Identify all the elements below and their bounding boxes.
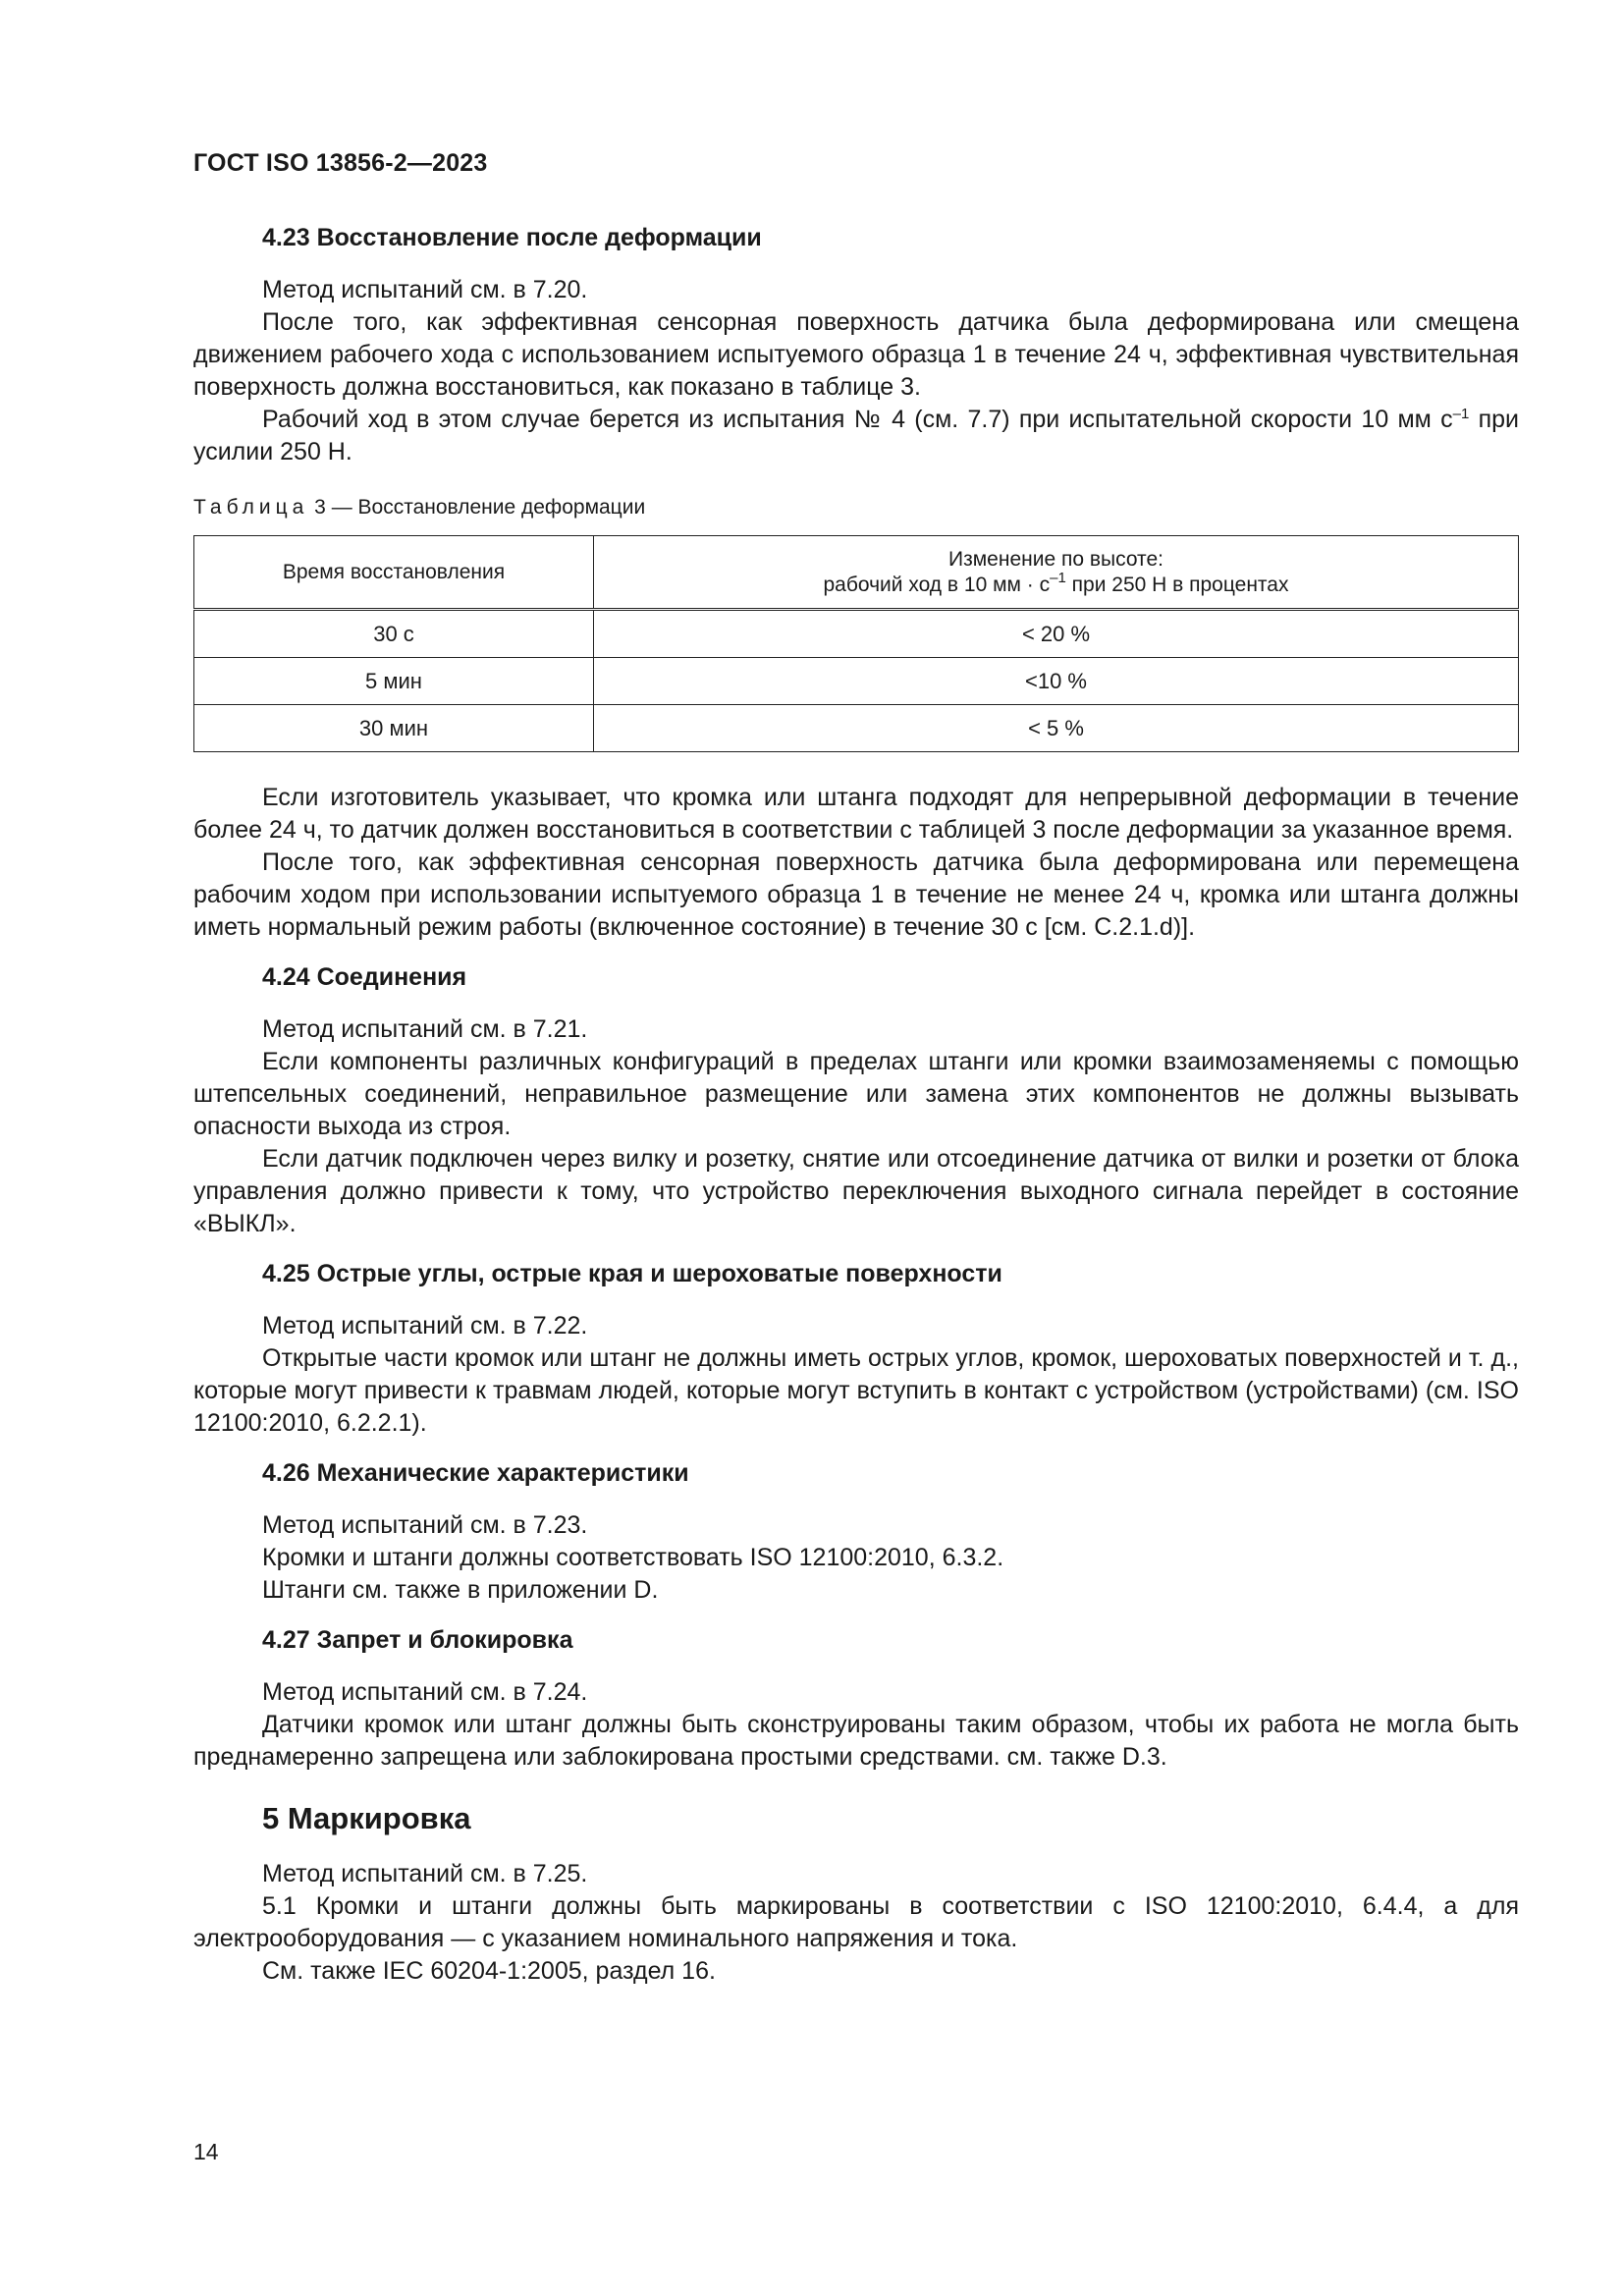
superscript: –1	[1452, 406, 1470, 422]
table-header-row	[194, 536, 1519, 610]
paragraph: Метод испытаний см. в 7.25.	[262, 1860, 588, 1887]
table-row	[194, 705, 1519, 752]
paragraph: См. также IEC 60204-1:2005, раздел 16.	[262, 1957, 716, 1985]
paragraph: Открытые части кромок или штанг не должны иметь острых углов, кромок, шероховатых поверхностей и т. д., которые могут привести к травмам людей, которые могут вступить в контакт с устройством (устройствами) (см. ISO 12100:2010, 6.2.2.1).	[193, 1344, 1519, 1437]
paragraph: Если датчик подключен через вилку и розетку, снятие или отсоединение датчика от вилки и розетки от блока управления должно привести к тому, что устройство переключения выходного сигнала перейдет в состояние «ВЫКЛ».	[193, 1145, 1519, 1237]
table-header-change	[594, 536, 1519, 610]
section-title-4-25: 4.25 Острые углы, острые края и шероховатые поверхности	[262, 1260, 1002, 1287]
paragraph: Метод испытаний см. в 7.21.	[262, 1015, 588, 1043]
paragraph	[193, 404, 1519, 468]
paragraph: Штанги см. также в приложении D.	[262, 1576, 659, 1604]
table-caption	[193, 494, 1519, 521]
paragraph-text: Рабочий ход в этом случае берется из испытания № 4 (см. 7.7) при испытательной скорости 10 мм с	[262, 406, 1453, 433]
table-cell-change: <10 %	[594, 658, 1519, 705]
table-row	[194, 610, 1519, 658]
paragraph: Если компоненты различных конфигураций в пределах штанги или кромки взаимозаменяемы с помощью штепсельных соединений, неправильное размещение или замена этих компонентов не должны вызывать опасности выхода из строя.	[193, 1048, 1519, 1140]
section-title-4-24: 4.24 Соединения	[262, 963, 467, 991]
page-number: 14	[193, 2139, 219, 2164]
table-caption-label: Таблица	[193, 496, 309, 519]
paragraph: После того, как эффективная сенсорная поверхность датчика была деформирована или смещена движением рабочего хода с использованием испытуемого образца 1 в течение 24 ч, эффективная чувствительная поверхность должна восстановиться, как показано в таблице 3.	[193, 308, 1519, 401]
table-cell-change: < 5 %	[594, 705, 1519, 752]
table-row	[194, 658, 1519, 705]
table-cell-time: 30 с	[194, 610, 594, 658]
paragraph: 5.1 Кромки и штанги должны быть маркированы в соответствии с ISO 12100:2010, 6.4.4, а для электрооборудования — с указанием номинального напряжения и тока.	[193, 1892, 1519, 1952]
paragraph: Датчики кромок или штанг должны быть сконструированы таким образом, чтобы их работа не могла быть преднамеренно запрещена или заблокирована простыми средствами. см. также D.3.	[193, 1711, 1519, 1771]
document-header: ГОСТ ISO 13856-2—2023	[193, 149, 488, 177]
header-line-1: Изменение по высоте:	[948, 547, 1163, 571]
paragraph: Метод испытаний см. в 7.20.	[262, 276, 588, 303]
paragraph: Метод испытаний см. в 7.24.	[262, 1678, 588, 1706]
table-header-time: Время восстановления	[194, 536, 594, 610]
paragraph: Метод испытаний см. в 7.22.	[262, 1312, 588, 1339]
paragraph: Если изготовитель указывает, что кромка или штанга подходят для непрерывной деформации в течение более 24 ч, то датчик должен восстановиться в соответствии с таблицей 3 после деформации за указанное время.	[193, 784, 1519, 844]
section-title-4-26: 4.26 Механические характеристики	[262, 1459, 689, 1487]
recovery-table	[193, 535, 1519, 752]
table-caption-text: 3 — Восстановление деформации	[308, 496, 646, 519]
header-line-2: рабочий ход в 10 мм · с	[823, 573, 1051, 596]
section-title-5: 5 Маркировка	[262, 1801, 471, 1835]
section-title-4-23: 4.23 Восстановление после деформации	[262, 224, 762, 251]
paragraph: Кромки и штанги должны соответствовать ISO 12100:2010, 6.3.2.	[262, 1544, 1004, 1571]
paragraph: Метод испытаний см. в 7.23.	[262, 1511, 588, 1539]
superscript: –1	[1050, 569, 1066, 586]
table-cell-change: < 20 %	[594, 610, 1519, 658]
paragraph-text: при усилии 250 Н.	[193, 406, 1519, 465]
table-cell-time: 30 мин	[194, 705, 594, 752]
page-content	[193, 222, 1519, 1988]
header-line-2b: при 250 Н в процентах	[1065, 573, 1289, 596]
table-cell-time: 5 мин	[194, 658, 594, 705]
paragraph: После того, как эффективная сенсорная поверхность датчика была деформирована или перемещена рабочим ходом при использовании испытуемого образца 1 в течение не менее 24 ч, кромка или штанга должны иметь нормальный режим работы (включенное состояние) в течение 30 с [см. С.2.1.d)].	[193, 848, 1519, 941]
section-title-4-27: 4.27 Запрет и блокировка	[262, 1626, 573, 1654]
